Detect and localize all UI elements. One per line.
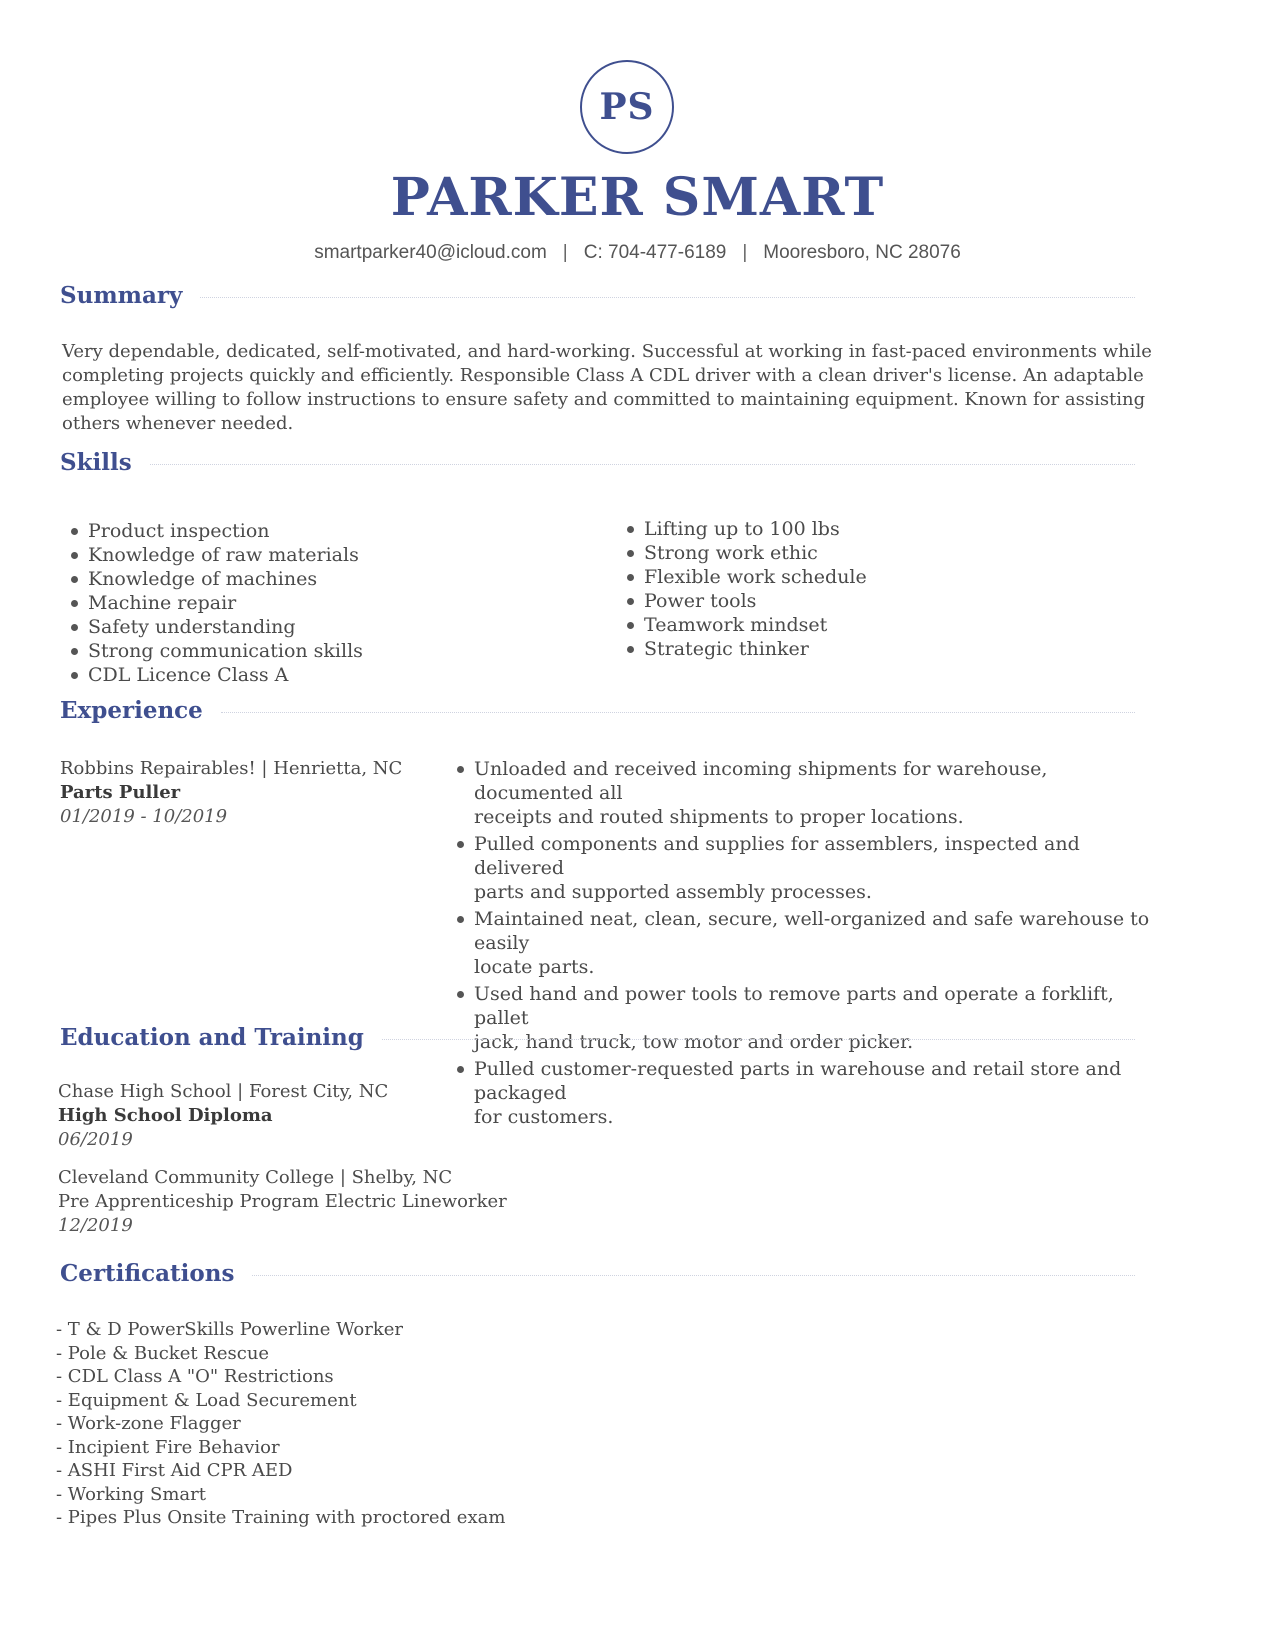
section-divider [382, 1039, 1135, 1040]
education-date: 06/2019 [58, 1129, 133, 1150]
certification-item: - T & D PowerSkills Powerline Worker [56, 1319, 404, 1340]
education-date: 12/2019 [58, 1215, 133, 1236]
summary-line: others whenever needed. [62, 413, 294, 434]
skill-item: Teamwork mindset [620, 613, 1100, 637]
skills-list-left [64, 519, 544, 687]
section-divider [221, 712, 1135, 713]
job-duty: Unloaded and received incoming shipments for warehouse, documented all receipts and routed shipments to proper locations. [450, 757, 1170, 829]
education-school: Cleveland Community College | Shelby, NC [58, 1167, 453, 1188]
skill-item: Knowledge of raw materials [64, 543, 544, 567]
education-degree: High School Diploma [58, 1105, 273, 1126]
contact-line [0, 241, 1275, 265]
skill-item: Lifting up to 100 lbs [620, 517, 1100, 541]
certification-item: - Equipment & Load Securement [56, 1389, 357, 1411]
contact-location: Mooresboro, NC 28076 [763, 242, 961, 263]
job-duty: Maintained neat, clean, secure, well-organized and safe warehouse to easily locate parts. [450, 907, 1170, 979]
certification-item: - Pole & Bucket Rescue [56, 1342, 270, 1364]
section-title: Certifications [60, 1259, 235, 1287]
monogram-initials: PS [599, 86, 655, 128]
education-school: Chase High School | Forest City, NC [58, 1081, 389, 1102]
summary-text [62, 340, 1157, 436]
job-duty: Pulled customer-requested parts in warehouse and retail store and packaged for customers. [450, 1057, 1170, 1129]
skills-section-header [60, 447, 1135, 477]
summary-line: completing projects quickly and efficiently. Responsible Class A CDL driver with a clean driver's license. An adaptable [62, 365, 1144, 386]
skills-list-right [620, 517, 1100, 661]
job-duty: Pulled components and supplies for assemblers, inspected and delivered parts and supported assembly processes. [450, 832, 1170, 904]
skill-item: Power tools [620, 589, 1100, 613]
contact-phone: C: 704-477-6189 [583, 242, 727, 263]
certification-item: - Incipient Fire Behavior [56, 1436, 280, 1458]
certification-item: - Work-zone Flagger [56, 1413, 241, 1434]
job-company: Robbins Repairables! | Henrietta, NC [60, 758, 403, 779]
section-title: Experience [60, 696, 203, 724]
certifications-section-header [60, 1258, 1135, 1288]
job-title: Parts Puller [60, 782, 181, 803]
section-divider [200, 297, 1135, 298]
monogram-logo [580, 60, 674, 154]
section-title: Summary [60, 281, 183, 309]
section-title: Skills [60, 448, 132, 476]
job-duty: Used hand and power tools to remove parts and operate a forklift, pallet jack, hand truck, tow motor and order picker. [450, 982, 1170, 1054]
certification-item: - ASHI First Aid CPR AED [56, 1460, 293, 1481]
summary-section-header [60, 280, 1135, 310]
certification-item: - Pipes Plus Onsite Training with proctored exam [56, 1507, 506, 1528]
contact-separator: | [742, 242, 748, 263]
summary-line: employee willing to follow instructions to ensure safety and committed to maintaining equipment. Known for assisting [62, 389, 1146, 410]
education-degree: Pre Apprenticeship Program Electric Lineworker [58, 1191, 507, 1212]
candidate-name: PARKER SMART [390, 167, 885, 228]
skill-item: Strategic thinker [620, 637, 1100, 661]
skill-item: Knowledge of machines [64, 567, 544, 591]
certifications-list [56, 1318, 856, 1530]
summary-line: Very dependable, dedicated, self-motivated, and hard-working. Successful at working in fast-paced environments while [62, 341, 1152, 362]
skill-item: Product inspection [64, 519, 544, 543]
education-entry [58, 1080, 758, 1152]
skill-item: Safety understanding [64, 615, 544, 639]
certification-item: - Working Smart [56, 1483, 206, 1505]
job-dates: 01/2019 - 10/2019 [60, 806, 228, 827]
skill-item: Machine repair [64, 591, 544, 615]
job-duties-list [450, 757, 1170, 1132]
certification-item: - CDL Class A "O" Restrictions [56, 1366, 334, 1387]
job-details [60, 757, 440, 829]
skill-item: CDL Licence Class A [64, 663, 544, 687]
section-divider [150, 464, 1135, 465]
section-title: Education and Training [60, 1023, 364, 1051]
education-entry [58, 1166, 758, 1238]
skill-item: Strong communication skills [64, 639, 544, 663]
contact-separator: | [562, 242, 568, 263]
skill-item: Flexible work schedule [620, 565, 1100, 589]
education-section-header [60, 1022, 1135, 1052]
contact-email: smartparker40@icloud.com [314, 242, 547, 263]
section-divider [252, 1275, 1135, 1276]
skill-item: Strong work ethic [620, 541, 1100, 565]
experience-section-header [60, 695, 1135, 725]
